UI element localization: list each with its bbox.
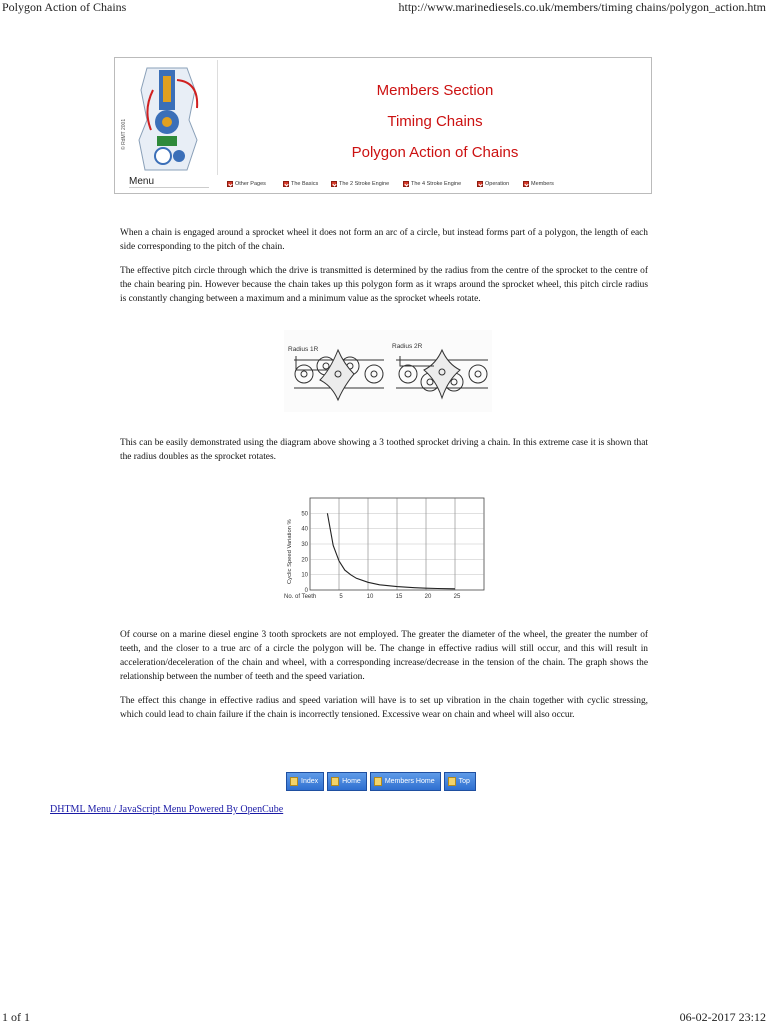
radius-2-label: Radius 2R [392,343,423,350]
index-button[interactable] [286,772,324,791]
y-tick-label: 20 [301,557,308,564]
y-tick-label: 10 [301,572,308,579]
nav-item-the-basics[interactable] [283,181,318,187]
engine-diagram-image [117,60,218,175]
checkbox-icon [523,181,529,187]
checkbox-icon [403,181,409,187]
paragraph-3: This can be easily demonstrated using the diagram above showing a 3 toothed sprocket driving a chain. In this extreme case it is shown that the radius doubles as the sprocket rotates. [120,438,648,462]
chain-sprocket-diagram [284,330,492,412]
nav-label: The 4 Stroke Engine [411,181,462,187]
y-tick-label: 30 [301,542,308,548]
nav-item-other-pages[interactable] [227,181,266,187]
top-icon [448,777,456,786]
members-home-button[interactable] [370,772,441,791]
index-icon [290,777,298,786]
members-home-icon [374,777,382,786]
section-titles [219,78,651,171]
title-members-section: Members Section [376,82,494,99]
index-label: Index [301,778,319,785]
x-tick-label: 5 [339,594,343,600]
checkbox-icon [331,181,337,187]
paragraph-5: The effect this change in effective radius and speed variation will have is to set up vibration in the chain together with cyclic stressing, which could lead to chain failure if the chain is incorrectly tensioned. Excessive wear on chain and wheel will also occur. [120,696,648,720]
home-label: Home [342,778,361,785]
svg-text:© RdMT 2001: © RdMT 2001 [121,118,127,150]
x-tick-label: 10 [366,594,374,600]
banner [114,57,652,194]
nav-label: The Basics [291,181,319,187]
title-polygon-action: Polygon Action of Chains [351,144,519,161]
paragraph-4: Of course on a marine diesel engine 3 tooth sprockets are not employed. The greater the diameter of the wheel, the greater the number of teeth, and the closer to a true arc of a circle the polygon will be. The change in effective radius will still occur, and this will result in acceleration/deceleration of the chain and wheel, with a corresponding increase/decrease in the tension of the chain. The graph shows the relationship between the number of teeth and the speed variation. [120,630,648,682]
x-tick-label: 20 [424,594,432,600]
y-tick-label: 50 [301,511,308,518]
y-axis-label: Cyclic Speed Variation % [287,519,293,584]
nav-label: Operation [485,181,510,187]
page-count: 1 of 1 [2,1010,30,1024]
opencube-credit-link[interactable]: DHTML Menu / JavaScript Menu Powered By OpenCube [50,804,284,815]
checkbox-icon [227,181,233,187]
nav-label: Members [531,181,554,187]
top-button[interactable] [444,772,476,791]
nav-item-2-stroke[interactable] [331,181,389,187]
speed-variation-chart [280,494,492,606]
checkbox-icon [477,181,483,187]
x-axis-label: No. of Teeth [284,594,317,600]
nav-item-members[interactable] [523,181,554,187]
home-button[interactable] [327,772,367,791]
radius-1-label: Radius 1R [288,346,319,353]
bottom-nav-buttons [286,772,476,791]
nav-menu [227,181,651,193]
y-tick-label: 40 [301,526,308,533]
nav-label: The 2 Stroke Engine [339,181,390,187]
top-label: Top [458,778,470,785]
x-tick-label: 15 [395,594,403,600]
members-home-label: Members Home [384,778,435,785]
nav-label: Other Pages [235,181,266,187]
checkbox-icon [283,181,289,187]
nav-item-operation[interactable] [477,181,509,187]
print-datetime: 06-02-2017 23:12 [679,1010,766,1024]
home-icon [331,777,339,786]
page-url: http://www.marinediesels.co.uk/members/timing chains/polygon_action.htm [398,0,766,14]
nav-item-4-stroke[interactable] [403,181,461,187]
title-timing-chains: Timing Chains [387,113,483,130]
x-tick-label: 25 [453,594,461,600]
page-title: Polygon Action of Chains [2,0,127,14]
y-tick-label: 0 [304,588,308,594]
paragraph-2: The effective pitch circle through which the drive is transmitted is determined by the radius from the centre of the sprocket to the centre of the chain bearing pin. However because the chain takes up this polygon form as it wraps around the sprocket wheel, this pitch circle radius is constantly changing between a maximum and a minimum value as the sprocket wheels rotate. [120,266,648,304]
menu-label[interactable]: Menu [129,176,209,188]
paragraph-1: When a chain is engaged around a sprocket wheel it does not form an arc of a circle, but instead forms part of a polygon, the length of each side corresponding to the pitch of the chain. [120,228,648,252]
